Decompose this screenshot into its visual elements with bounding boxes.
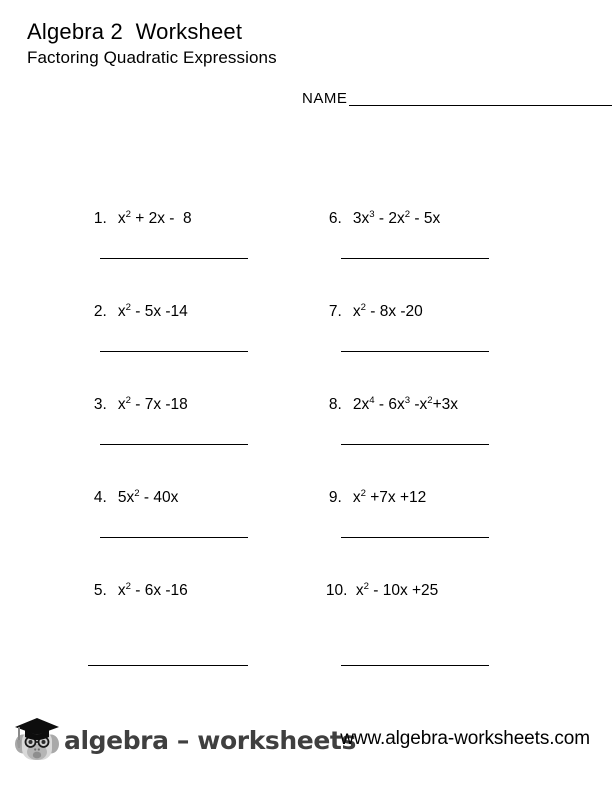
problem-expression: $x^2 - 6x$ -16	[117, 580, 188, 599]
problem-4	[68, 465, 178, 531]
name-field	[302, 90, 612, 108]
problem-number: 1.	[93, 210, 107, 227]
answer-line-9[interactable]	[341, 537, 489, 538]
problem-expression: $x^2 - 7x$ -18	[117, 394, 188, 413]
answer-line-3[interactable]	[100, 444, 248, 445]
answer-line-7[interactable]	[341, 351, 489, 352]
problem-number: 2.	[93, 303, 107, 320]
problem-2	[68, 279, 188, 345]
problem-list	[0, 186, 612, 651]
answer-line-2[interactable]	[100, 351, 248, 352]
problem-6	[303, 186, 440, 252]
worksheet-subtitle: Factoring Quadratic Expressions	[27, 48, 277, 67]
problem-row	[0, 465, 612, 558]
problem-number: 8.	[328, 396, 342, 413]
problem-expression: $5x^2 - 40x$	[117, 487, 179, 506]
problem-expression: $x^2 + 2x - 8$	[117, 208, 192, 227]
problem-number: 6.	[328, 210, 342, 227]
answer-line-5[interactable]	[88, 665, 248, 666]
worksheet-header	[27, 18, 277, 70]
page-title: Algebra 2 Worksheet	[27, 19, 243, 44]
problem-number: 9.	[328, 489, 342, 506]
monkey-graduate-icon	[14, 714, 60, 766]
problem-number: 5.	[93, 582, 107, 599]
problem-5	[68, 558, 188, 624]
page-footer	[0, 714, 612, 774]
problem-expression: $x^2 +7x +12$	[352, 487, 427, 506]
problem-row	[0, 279, 612, 372]
answer-line-1[interactable]	[100, 258, 248, 259]
problem-3	[68, 372, 188, 438]
problem-7	[303, 279, 423, 345]
problem-10	[300, 558, 438, 624]
problem-number: 7.	[328, 303, 342, 320]
final-answer-lines	[0, 665, 612, 669]
problem-row	[0, 372, 612, 465]
problem-8	[303, 372, 458, 438]
problem-number: 3.	[93, 396, 107, 413]
answer-line-6[interactable]	[341, 258, 489, 259]
problem-expression: $x^2 - 10x +25$	[355, 580, 439, 599]
name-input-line[interactable]	[349, 105, 612, 106]
site-url: www.algebra-worksheets.com	[340, 728, 590, 749]
problem-expression: $x^2 - 5x$ -14	[117, 301, 188, 320]
problem-number: 4.	[93, 489, 107, 506]
problem-row	[0, 558, 612, 651]
site-logo[interactable]	[14, 714, 356, 766]
problem-expression: $3x^3 - 2x^2 - 5x$	[352, 208, 441, 227]
logo-wordmark: algebra – worksheets	[64, 725, 356, 755]
problem-expression: $2x^4 - 6x^3$ $-x^2+3x$	[352, 394, 459, 413]
answer-line-8[interactable]	[341, 444, 489, 445]
problem-1	[68, 186, 192, 252]
problem-expression: $x^2 - 8x$ -20	[352, 301, 423, 320]
answer-line-10[interactable]	[341, 665, 489, 666]
name-label: NAME	[302, 90, 348, 107]
answer-line-4[interactable]	[100, 537, 248, 538]
problem-9	[303, 465, 426, 531]
problem-number: 10.	[325, 582, 348, 599]
problem-row	[0, 186, 612, 279]
